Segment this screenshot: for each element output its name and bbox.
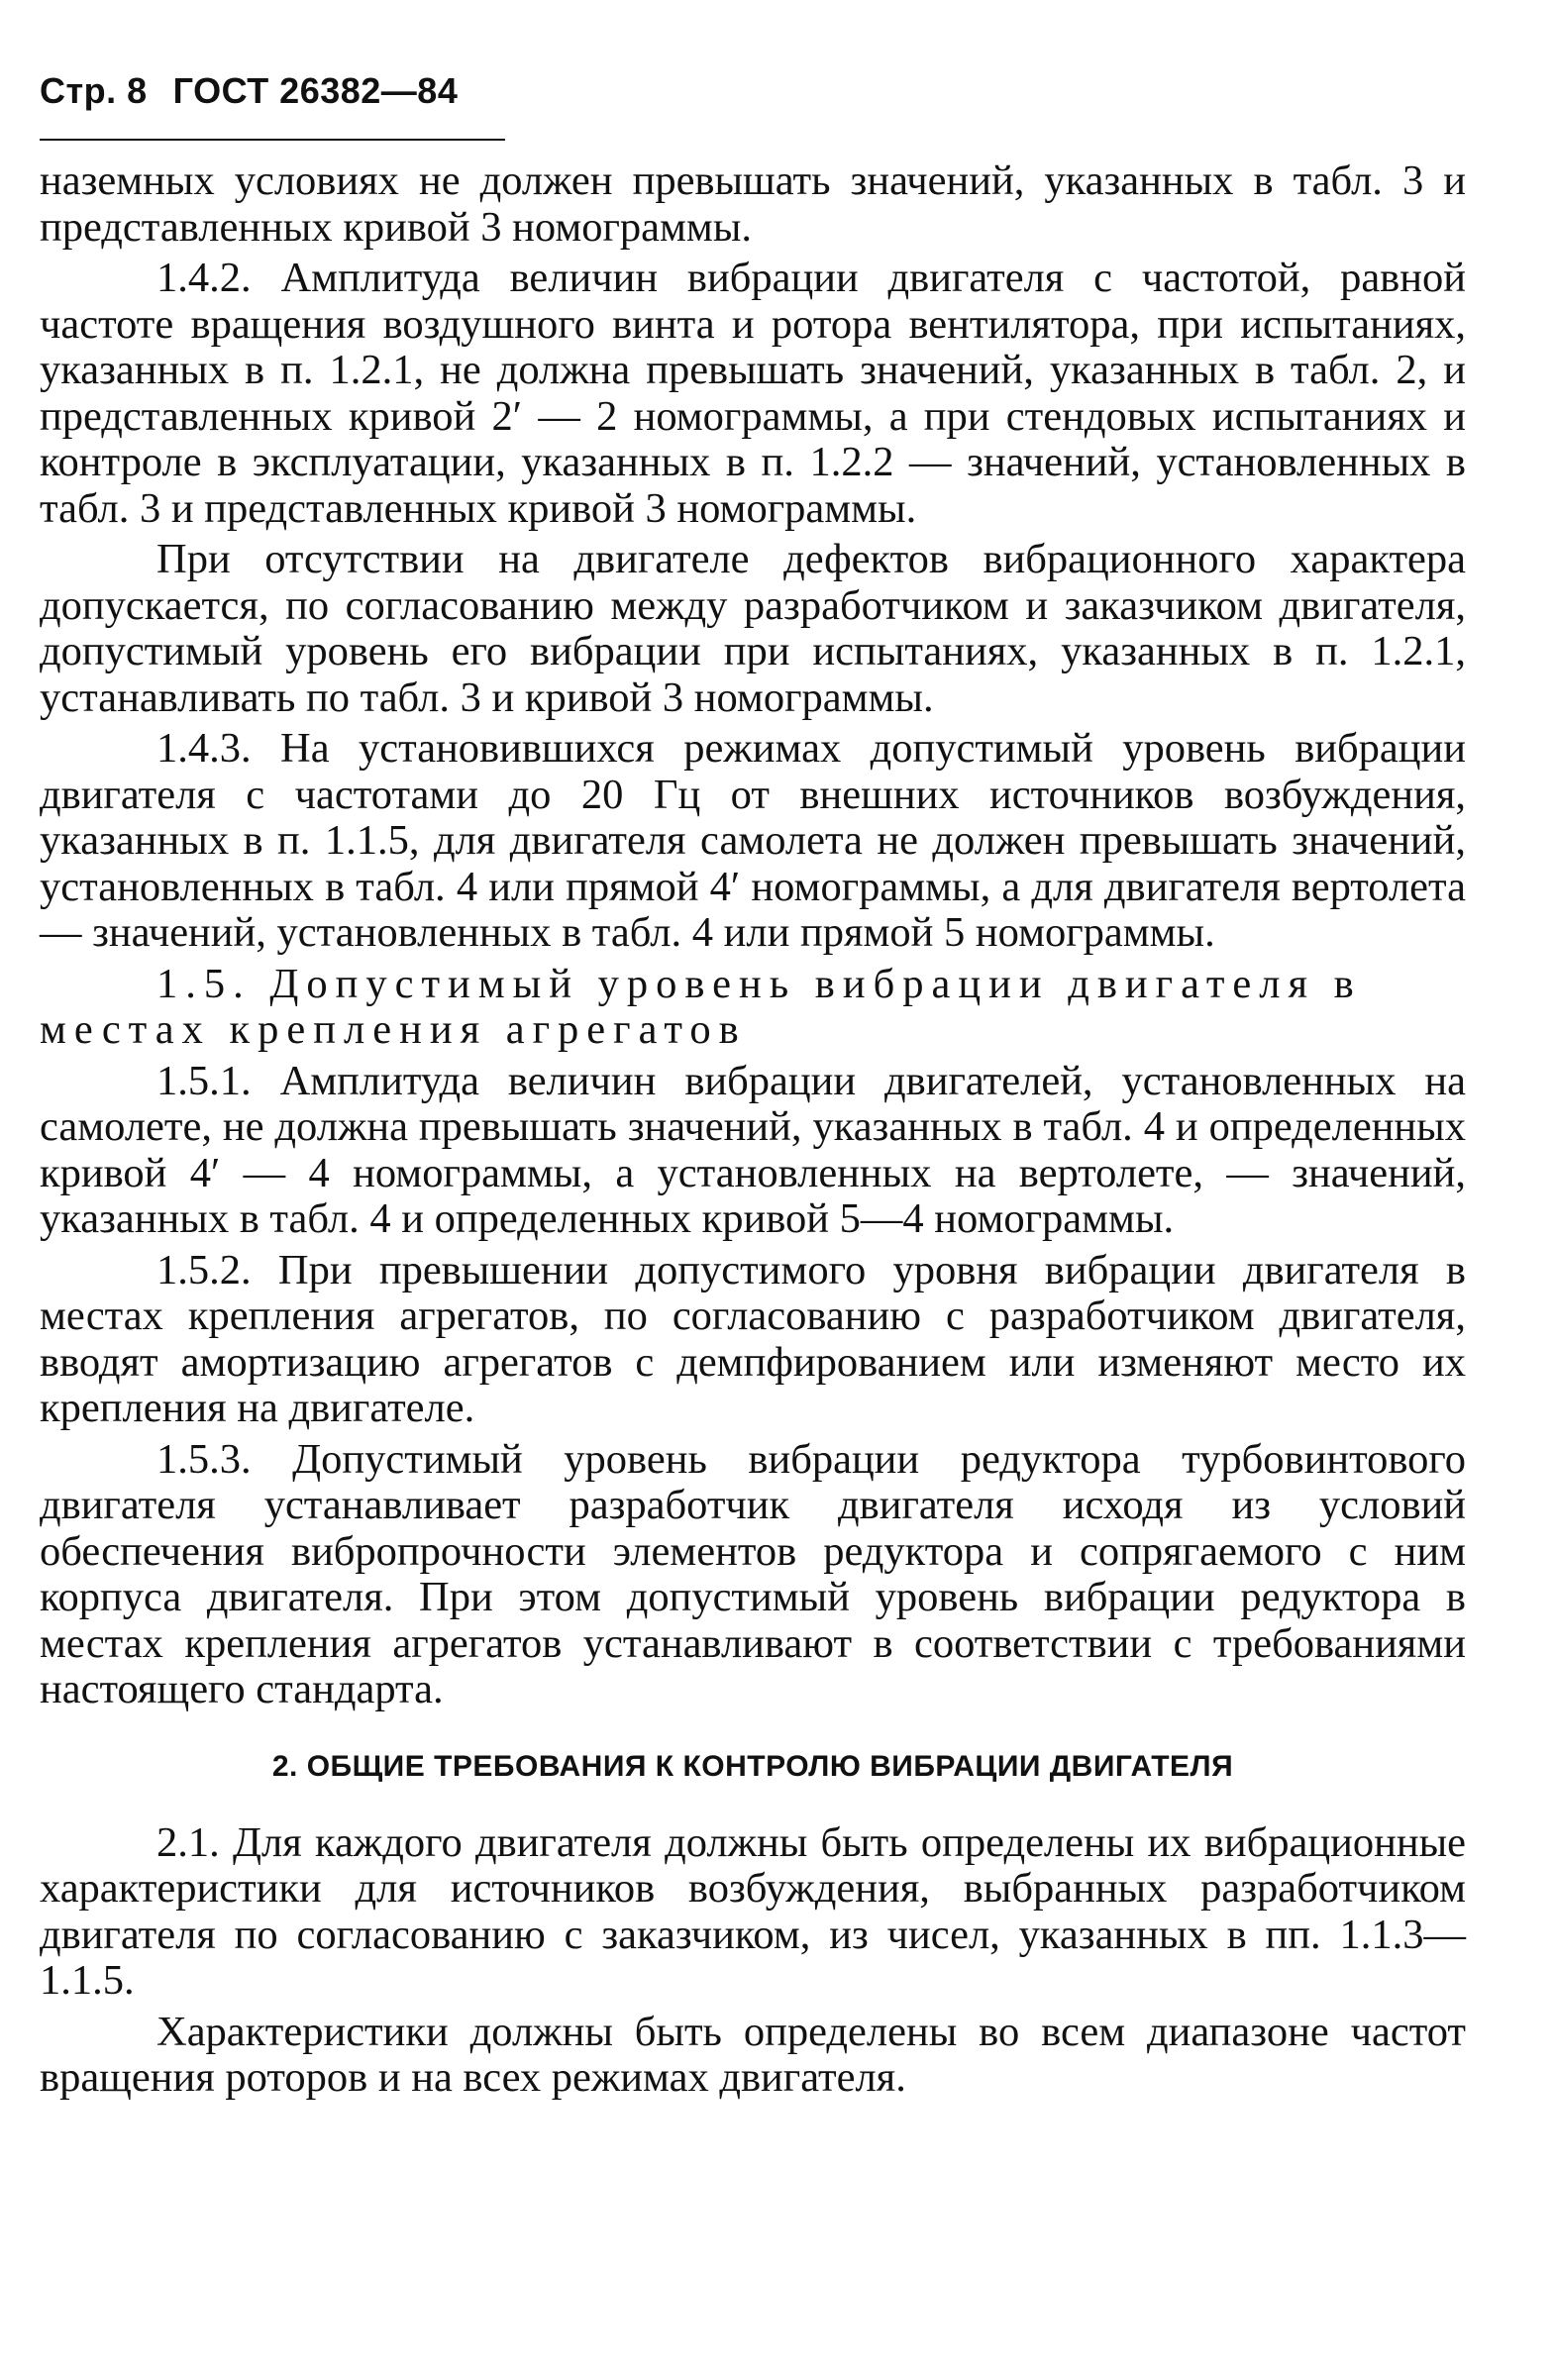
paragraph-1-5-1: 1.5.1. Амплитуда величин вибрации двигателей, установленных на самолете, не должна превышать значений, указанных в табл. 4 и определенных кривой 4′ — 4 номограммы, а установленных на вертолете, — значений, указанных в табл. 4 и определенных кривой 5—4 номограммы.	[40, 1057, 1466, 1242]
document-body	[40, 158, 1466, 2107]
paragraph-1-4-2: 1.4.2. Амплитуда величин вибрации двигателя с частотой, равной частоте вращения воздушного винта и ротора вентилятора, при испытаниях, указанных в п. 1.2.1, не должна превышать значений, указанных в табл. 2, и представленных кривой 2′ — 2 номограммы, а при стендовых испытаниях и контроле в эксплуатации, указанных в п. 1.2.2 — значений, установленных в табл. 3 и представленных кривой 3 номограммы.	[40, 255, 1466, 532]
paragraph-characteristics: Характеристики должны быть определены во всем диапазоне частот вращения роторов и на всех режимах двигателя.	[40, 2008, 1466, 2101]
section-2-title: 2. ОБЩИЕ ТРЕБОВАНИЯ К КОНТРОЛЮ ВИБРАЦИИ ДВИГАТЕЛЯ	[271, 1749, 1234, 1783]
header-rule	[40, 139, 505, 141]
page-header	[40, 69, 505, 113]
subsection-heading-1-5: 1.5. Допустимый уровень вибрации двигателя в местах крепления агрегатов	[40, 960, 1362, 1053]
paragraph-continuation: наземных условиях не должен превышать значений, указанных в табл. 3 и представленных кривой 3 номограммы.	[40, 157, 1466, 251]
paragraph-1-5-3: 1.5.3. Допустимый уровень вибрации редуктора турбовинтового двигателя устанавливает разработчик двигателя исходя из условий обеспечения вибропрочности элементов редуктора и сопрягаемого с ним корпуса двигателя. При этом допустимый уровень вибрации редуктора в местах крепления агрегатов устанавливают в соответствии с требованиями настоящего стандарта.	[40, 1435, 1466, 1712]
page-number: Стр. 8	[40, 70, 148, 111]
paragraph-1-5-2: 1.5.2. При превышении допустимого уровня вибрации двигателя в местах крепления агрегатов, по согласованию с разработчиком двигателя, вводят амортизацию агрегатов с демпфированием или изменяют место их крепления на двигателе.	[40, 1246, 1466, 1431]
paragraph-2-1: 2.1. Для каждого двигателя должны быть определены их вибрационные характеристики для источников возбуждения, выбранных разработчиком двигателя по согласованию с заказчиком, из чисел, указанных в пп. 1.1.3—1.1.5.	[40, 1818, 1466, 2004]
paragraph-1-4-3: 1.4.3. На установившихся режимах допустимый уровень вибрации двигателя с частотами до 20 Гц от внешних источников возбуждения, указанных в п. 1.1.5, для двигателя самолета не должен превышать значений, установленных в табл. 4 или прямой 4′ номограммы, а для двигателя вертолета — значений, установленных в табл. 4 или прямой 5 номограммы.	[40, 725, 1466, 956]
paragraph-defects: При отсутствии на двигателе дефектов вибрационного характера допускается, по согласованию между разработчиком и заказчиком двигателя, допустимый уровень его вибрации при испытаниях, указанных в п. 1.2.1, устанавливать по табл. 3 и кривой 3 номограммы.	[40, 536, 1466, 721]
standard-designation: ГОСТ 26382—84	[172, 70, 459, 111]
